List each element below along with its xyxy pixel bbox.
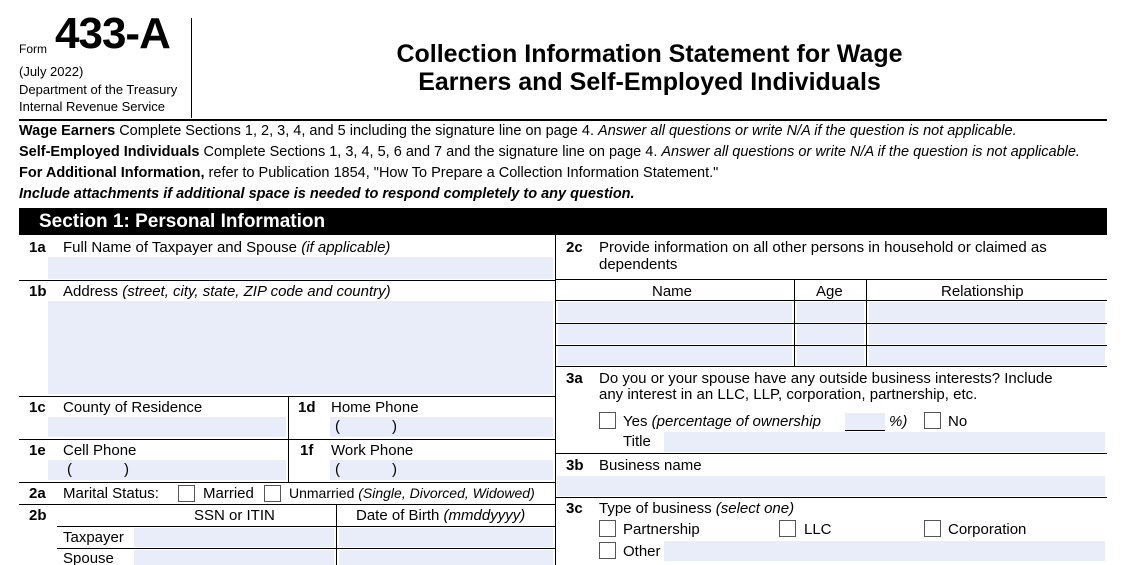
dependent-1-relationship[interactable] <box>869 302 1105 322</box>
other-checkbox[interactable] <box>599 542 616 559</box>
full-name-field[interactable] <box>48 257 553 279</box>
q2b-number: 2b <box>29 507 47 524</box>
rule-1b <box>19 396 555 397</box>
work-phone-field[interactable] <box>330 460 553 480</box>
section-1-header: Section 1: Personal Information <box>19 208 1107 235</box>
partnership-checkbox[interactable] <box>599 520 616 537</box>
q2a-number: 2a <box>29 485 46 502</box>
q1d-label: Home Phone <box>331 399 419 416</box>
home-phone-field[interactable] <box>330 417 553 437</box>
rule-2a <box>19 504 555 505</box>
q2c-label-line1: Provide information on all other persons in household or claimed as <box>599 239 1047 256</box>
instruction-attachments: Include attachments if additional space is needed to respond completely to any question. <box>19 186 635 202</box>
instruction-self-employed: Self-Employed Individuals Complete Sections 1, 3, 4, 5, 6 and 7 and the signature line on page 4. Answer all questions or write N/A if the question is not applicable. <box>19 144 1080 160</box>
rule-1c <box>19 439 555 440</box>
divider-1c-1d <box>288 397 289 439</box>
county-field[interactable] <box>48 417 286 437</box>
q1f-number: 1f <box>300 442 314 459</box>
q3b-number: 3b <box>566 457 584 474</box>
form-title <box>192 40 1107 96</box>
ssn-column-header: SSN or ITIN <box>194 507 275 524</box>
business-interest-no-checkbox[interactable] <box>924 412 941 429</box>
married-checkbox[interactable] <box>178 485 195 502</box>
corporation-checkbox[interactable] <box>924 520 941 537</box>
married-label: Married <box>203 485 254 502</box>
business-name-field[interactable] <box>557 476 1105 496</box>
llc-label: LLC <box>804 521 832 538</box>
q1e-label: Cell Phone <box>63 442 137 459</box>
spouse-dob-field[interactable] <box>339 550 553 565</box>
q1f-label: Work Phone <box>331 442 414 459</box>
q3a-number: 3a <box>566 370 583 387</box>
q3c-label: Type of business (select one) <box>599 500 795 517</box>
other-label: Other <box>623 543 661 560</box>
q1e-number: 1e <box>29 442 46 459</box>
header-rule <box>19 119 1107 121</box>
dependent-1-age[interactable] <box>797 302 864 322</box>
address-field[interactable] <box>48 301 553 394</box>
cell-phone-field[interactable] <box>48 460 286 480</box>
work-phone-area-close: ) <box>392 461 397 478</box>
q1a-number: 1a <box>29 239 46 256</box>
q1b-label: Address (street, city, state, ZIP code and country) <box>63 283 391 300</box>
rule-dependents-bottom <box>556 366 1107 367</box>
agency: Internal Revenue Service <box>19 99 165 114</box>
q1c-number: 1c <box>29 399 46 416</box>
percent-sign: %) <box>889 413 908 430</box>
instruction-additional-info: For Additional Information, refer to Publication 1854, "How To Prepare a Collection Information Statement." <box>19 165 719 181</box>
divider-1e-1f <box>288 440 289 482</box>
dependents-age-header: Age <box>816 283 843 300</box>
q1d-number: 1d <box>298 399 316 416</box>
taxpayer-dob-field[interactable] <box>339 528 553 547</box>
dependent-2-relationship[interactable] <box>869 324 1105 344</box>
rule-1a <box>19 280 555 281</box>
q3a-label-line1: Do you or your spouse have any outside business interests? Include <box>599 370 1053 387</box>
rule-2b-header <box>57 526 555 527</box>
q1c-label: County of Residence <box>63 399 203 416</box>
rule-2c <box>556 279 1107 280</box>
dependents-relationship-header: Relationship <box>941 283 1024 300</box>
dependent-1-name[interactable] <box>558 302 792 322</box>
corporation-label: Corporation <box>948 521 1027 538</box>
q2a-label: Marital Status: <box>63 485 159 502</box>
form-label: Form <box>19 42 47 56</box>
rule-3a <box>556 453 1107 454</box>
q1a-label: Full Name of Taxpayer and Spouse (if applicable) <box>63 239 391 256</box>
llc-checkbox[interactable] <box>779 520 796 537</box>
dependents-name-header: Name <box>652 283 693 300</box>
rule-3b <box>556 497 1107 498</box>
business-interest-yes-checkbox[interactable] <box>599 412 616 429</box>
home-phone-area-close: ) <box>392 418 397 435</box>
q3b-label: Business name <box>599 457 702 474</box>
dependent-3-relationship[interactable] <box>869 346 1105 365</box>
rule-1e <box>19 482 555 483</box>
q2c-label-line2: dependents <box>599 256 678 273</box>
department: Department of the Treasury <box>19 82 178 97</box>
spouse-ssn-field[interactable] <box>134 550 334 565</box>
instruction-wage-earners: Wage Earners Complete Sections 1, 2, 3, 4, and 5 including the signature line on page 4. Answer all questions or write N/A if the question is not applicable. <box>19 123 1017 139</box>
cell-phone-area-open: ( <box>67 461 72 478</box>
home-phone-area-open: ( <box>335 418 340 435</box>
spouse-row-label: Spouse <box>63 550 114 565</box>
form-title-line2: Earners and Self-Employed Individuals <box>418 68 881 96</box>
title-field[interactable] <box>664 432 1105 452</box>
unmarried-label: Unmarried (Single, Divorced, Widowed) <box>289 485 535 501</box>
revision-date: (July 2022) <box>19 64 84 79</box>
column-divider <box>555 235 556 565</box>
taxpayer-ssn-field[interactable] <box>134 528 334 547</box>
title-label: Title <box>623 433 651 450</box>
partnership-label: Partnership <box>623 521 700 538</box>
business-interest-yes-label: Yes (percentage of ownership <box>623 413 821 430</box>
ownership-percentage-field[interactable] <box>845 413 885 431</box>
dependent-2-age[interactable] <box>797 324 864 344</box>
dependent-3-age[interactable] <box>797 346 864 365</box>
form-title-line1: Collection Information Statement for Wage <box>396 40 903 68</box>
rule-dependents-header <box>556 300 1107 301</box>
form-number: 433-A <box>55 9 170 58</box>
work-phone-area-open: ( <box>335 461 340 478</box>
rule-taxpayer <box>57 548 555 549</box>
other-business-type-field[interactable] <box>664 541 1105 561</box>
business-interest-no-label: No <box>948 413 968 430</box>
dependent-2-name[interactable] <box>558 324 792 344</box>
cell-phone-area-close: ) <box>124 461 129 478</box>
unmarried-checkbox[interactable] <box>264 485 281 502</box>
q1b-number: 1b <box>29 283 47 300</box>
taxpayer-row-label: Taxpayer <box>63 529 124 546</box>
q3a-label-line2: any interest in an LLC, LLP, corporation, partnership, etc. <box>599 386 978 403</box>
divider-2b <box>336 505 337 565</box>
q3c-number: 3c <box>566 500 583 517</box>
dependent-3-name[interactable] <box>558 346 792 365</box>
dob-column-header: Date of Birth (mmddyyyy) <box>356 507 526 524</box>
q2c-number: 2c <box>566 239 583 256</box>
